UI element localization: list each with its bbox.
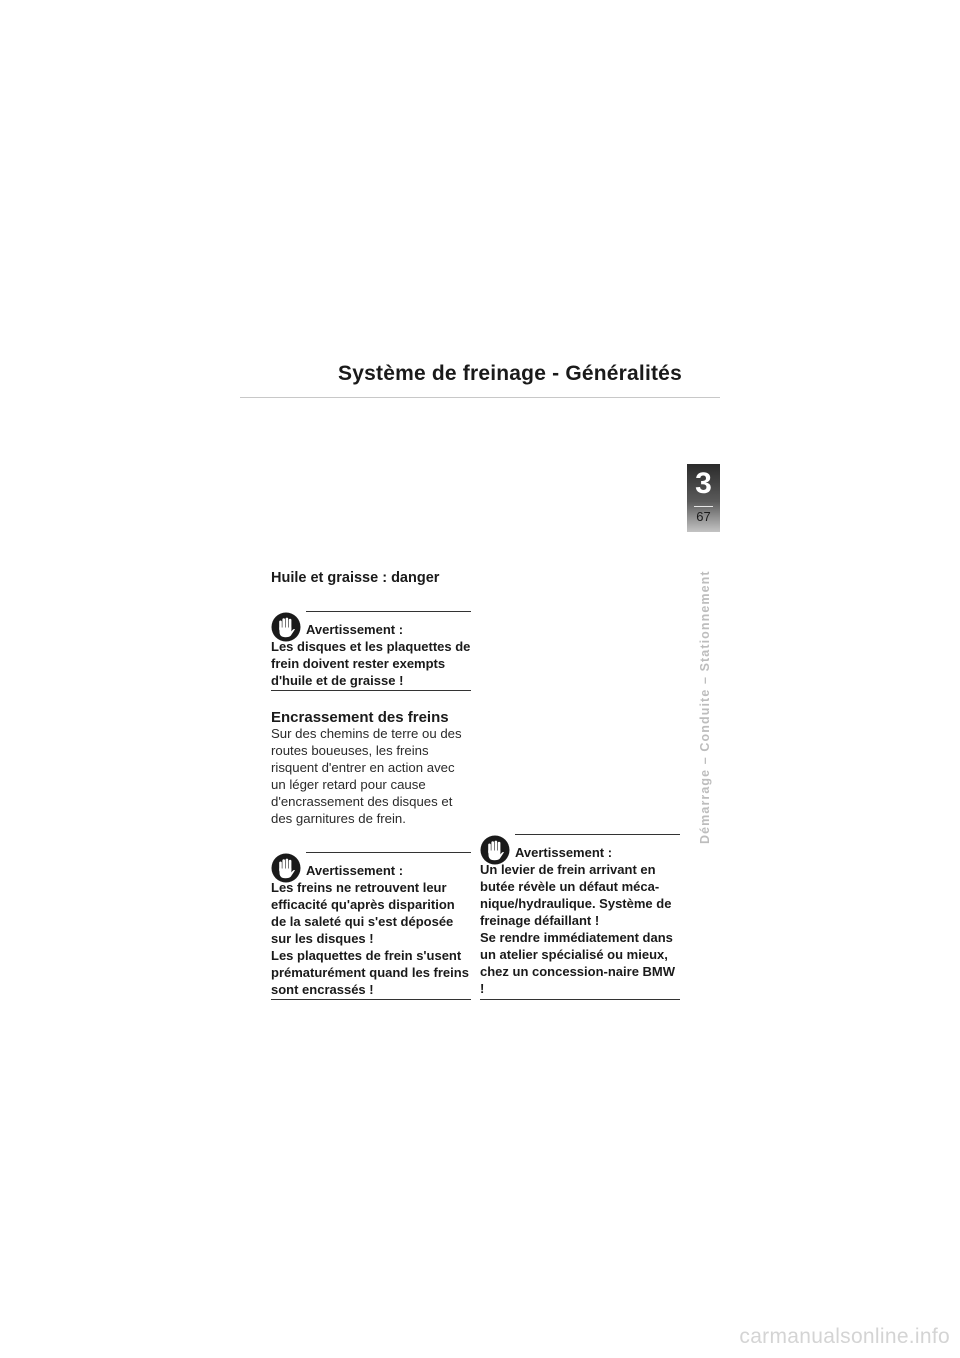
oil-warning-box xyxy=(271,611,471,691)
warning-top-rule xyxy=(306,852,471,853)
lever-warning-line-1: Un levier de frein arrivant en butée révèle un défaut méca-nique/hydraulique. Système de freinage défaillant ! xyxy=(480,862,672,928)
warning-label: Avertissement : xyxy=(515,845,613,860)
lever-warning-text xyxy=(480,861,680,997)
watermark: carmanualsonline.info xyxy=(739,1325,950,1348)
dirt-warning-line-1: Les freins ne retrouvent leur efficacité qu'après disparition de la saleté qui s'est déposée sur les disques ! xyxy=(271,880,455,946)
oil-warning-text: Les disques et les plaquettes de frein doivent rester exempts d'huile et de graisse ! xyxy=(271,639,471,688)
lever-warning-box xyxy=(480,834,680,1000)
title-rule xyxy=(240,397,720,398)
page-title: Système de freinage - Généralités xyxy=(338,362,682,385)
chapter-tab xyxy=(687,464,720,532)
chapter-title-vertical: Démarrage – Conduite – Stationnement xyxy=(698,570,712,844)
dirt-warning-box xyxy=(271,852,471,1000)
lever-warning-line-2: Se rendre immédiatement dans un atelier spécialisé ou mieux, chez un concession-naire BMW ! xyxy=(480,930,676,996)
warning-bottom-rule xyxy=(271,999,471,1000)
dirt-warning-line-2: Les plaquettes de frein s'usent prématurément quand les freins sont encrassés ! xyxy=(271,948,469,997)
warning-bottom-rule xyxy=(271,690,471,691)
oil-grease-heading: Huile et graisse : danger xyxy=(271,570,440,586)
warning-bottom-rule xyxy=(480,999,680,1000)
warning-label: Avertissement : xyxy=(306,622,404,637)
page-number: 67 xyxy=(696,509,711,524)
dirt-warning-text xyxy=(271,879,471,998)
brake-dirt-heading: Encrassement des freins xyxy=(271,709,449,726)
brake-dirt-body: Sur des chemins de terre ou des routes boueuses, les freins risquent d'entrer en action avec un léger retard pour cause d'encrassement des disques et des garnitures de frein. xyxy=(271,726,462,826)
warning-top-rule xyxy=(515,834,680,835)
chapter-divider xyxy=(694,506,713,507)
chapter-number: 3 xyxy=(695,467,712,500)
warning-label: Avertissement : xyxy=(306,863,404,878)
warning-top-rule xyxy=(306,611,471,612)
